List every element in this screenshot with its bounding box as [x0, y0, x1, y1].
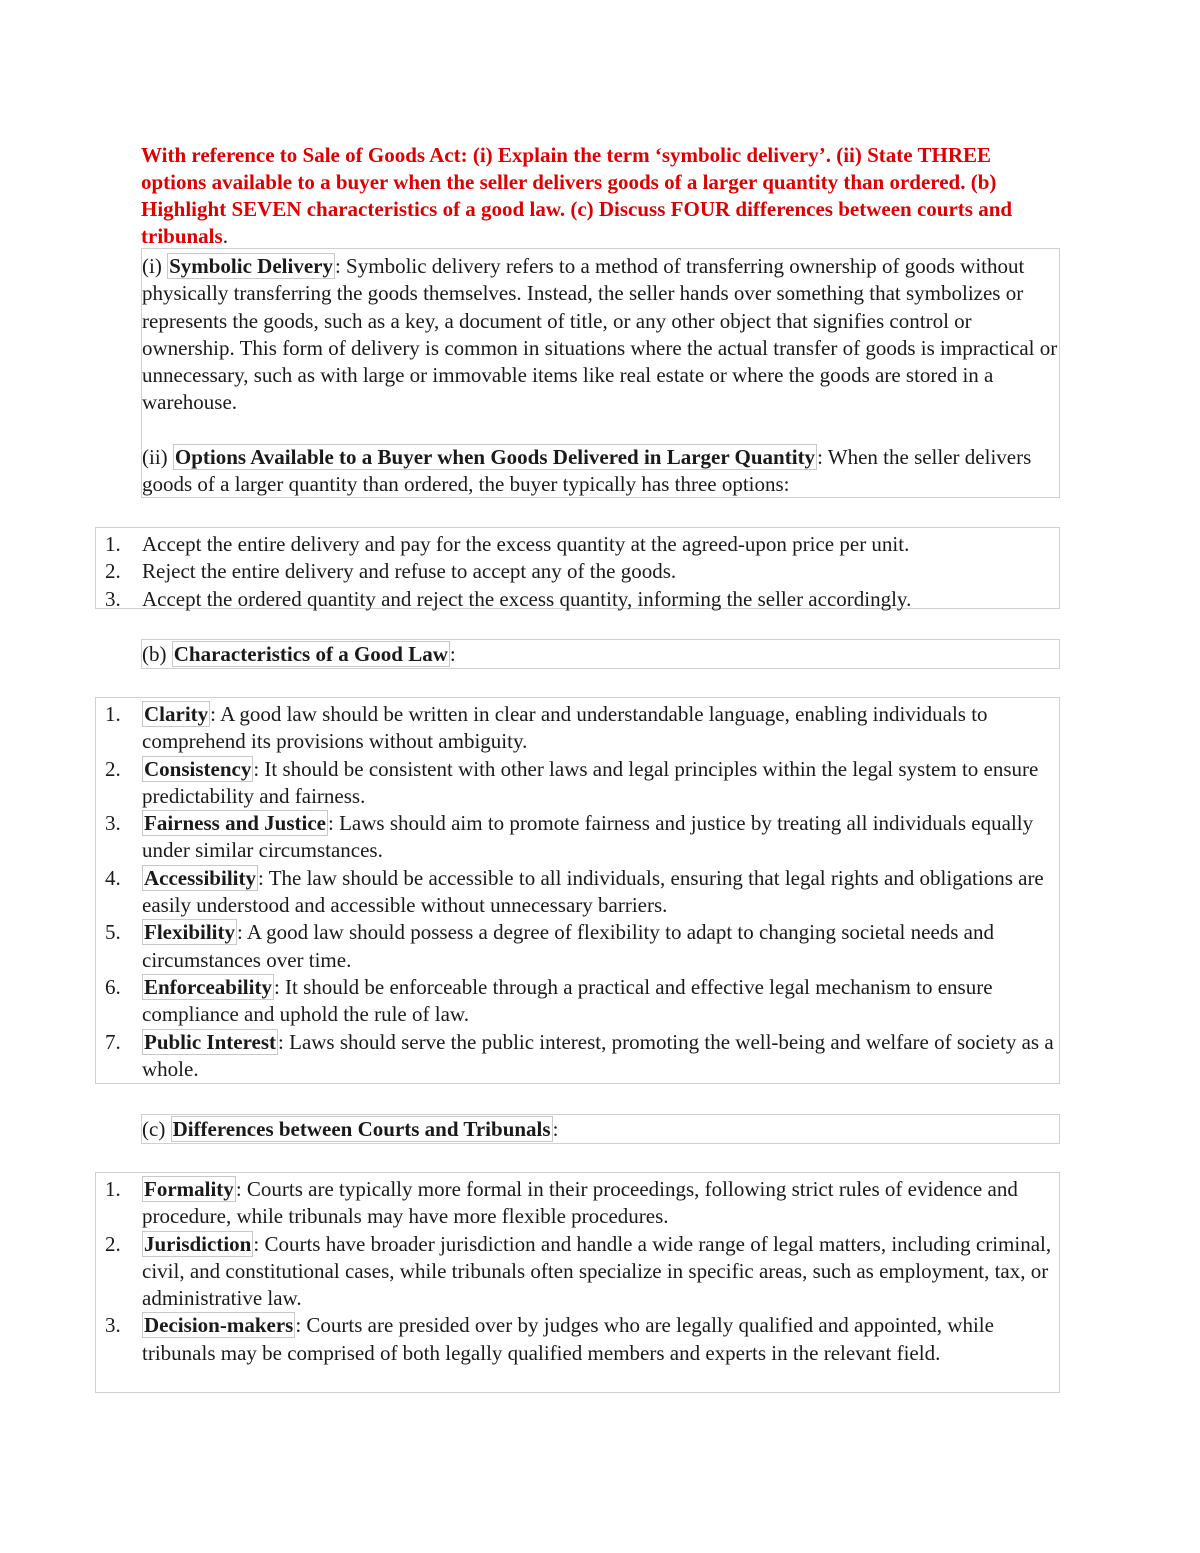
part-b-suffix: :	[449, 642, 456, 666]
list-item	[96, 558, 1059, 585]
list-item-number: 3.	[105, 586, 121, 611]
list-item-term: Formality	[144, 1177, 234, 1201]
list-item-text: : A good law should be written in clear and understandable language, enabling individuals to comprehend its provisions without ambiguity.	[142, 702, 988, 754]
part-b-prefix: (b)	[142, 642, 172, 666]
part-b-heading	[142, 641, 1059, 668]
list-item-number: 1.	[105, 532, 121, 556]
list-item-number: 3.	[105, 811, 121, 836]
list-item-number: 1.	[105, 702, 121, 726]
characteristics-list	[96, 701, 1059, 1083]
list-item-term: Public Interest	[144, 1029, 277, 1054]
list-item	[96, 974, 1059, 1029]
question-tail: .	[222, 224, 228, 248]
list-item-term: Consistency	[144, 756, 252, 781]
list-item-text: Reject the entire delivery and refuse to accept any of the goods.	[142, 559, 677, 584]
list-item-text: : It should be enforceable through a practical and effective legal mechanism to ensure compliance and uphold the rule of law.	[142, 974, 993, 1027]
differences-list-box	[95, 1172, 1060, 1393]
list-item	[96, 531, 1059, 558]
part-ii-prefix: (ii)	[142, 444, 173, 469]
list-item-number: 2.	[105, 756, 121, 781]
part-c-term: Differences between Courts and Tribunals	[172, 1117, 551, 1141]
options-list	[96, 531, 1059, 613]
part-ii-paragraph	[142, 444, 1062, 499]
list-item-number: 4.	[105, 865, 121, 890]
list-item-term: Accessibility	[144, 865, 256, 890]
list-item	[96, 865, 1059, 920]
list-item	[96, 919, 1059, 974]
list-item	[96, 1029, 1059, 1084]
part-ii-term: Options Available to a Buyer when Goods Delivered in Larger Quantity	[174, 444, 816, 469]
list-item	[96, 701, 1059, 756]
part-i-prefix: (i)	[142, 254, 168, 278]
part-c-heading	[142, 1116, 1059, 1143]
list-item-term: Clarity	[144, 702, 209, 726]
list-item	[96, 756, 1059, 811]
options-list-box	[95, 527, 1060, 609]
list-item-text: Accept the entire delivery and pay for the excess quantity at the agreed-upon price per unit.	[142, 532, 910, 556]
list-item	[96, 1176, 1059, 1231]
list-item-text: Accept the ordered quantity and reject the excess quantity, informing the seller accordingly.	[142, 586, 912, 611]
answer-box-i-ii	[141, 248, 1060, 498]
list-item-text: : The law should be accessible to all individuals, ensuring that legal rights and obligations are easily understood and accessible without unnecessary barriers.	[142, 865, 1044, 918]
list-item	[96, 810, 1059, 865]
list-item-text: : Courts have broader jurisdiction and handle a wide range of legal matters, including criminal, civil, and constitutional cases, while tribunals often specialize in specific areas, such as employment, tax, or administrative law.	[142, 1231, 1052, 1311]
part-i-text: : Symbolic delivery refers to a method of transferring ownership of goods without physically transferring the goods themselves. Instead, the seller hands over something that symbolizes or represents the goods, such as a key, a document of title, or any other object that signifies control or ownership. This form of delivery is common in situations where the actual transfer of goods is impractical or unnecessary, such as with large or immovable items like real estate or where the goods are stored in a warehouse.	[142, 254, 1058, 415]
list-item	[96, 1231, 1059, 1313]
part-i-paragraph	[142, 253, 1062, 417]
list-item-number: 6.	[105, 974, 121, 999]
question-text: With reference to Sale of Goods Act: (i) Explain the term ‘symbolic delivery’. (ii) State THREE options available to a buyer when the seller delivers goods of a larger quantity than ordered. (b) Highlight SEVEN characteristics of a good law. (c) Discuss FOUR differences between courts and tribunals	[141, 143, 1013, 248]
part-c-heading-box	[141, 1114, 1060, 1144]
list-item-number: 2.	[105, 1231, 121, 1256]
list-item-term: Flexibility	[144, 920, 235, 945]
list-item	[96, 1312, 1059, 1367]
list-item-term: Jurisdiction	[144, 1231, 252, 1256]
part-i-term: Symbolic Delivery	[169, 254, 333, 278]
list-item-number: 5.	[105, 920, 121, 945]
differences-list	[96, 1176, 1059, 1367]
list-item-text: : A good law should possess a degree of flexibility to adapt to changing societal needs and circumstances over time.	[142, 920, 995, 972]
list-item-text: : It should be consistent with other laws and legal principles within the legal system to ensure predictability and fairness.	[142, 756, 1039, 808]
list-item-term: Decision-makers	[144, 1313, 294, 1338]
list-item-number: 1.	[105, 1177, 121, 1201]
list-item-number: 7.	[105, 1029, 121, 1054]
list-item-term: Enforceability	[144, 974, 272, 999]
part-b-heading-box	[141, 639, 1060, 669]
part-b-term: Characteristics of a Good Law	[173, 642, 448, 666]
list-item-term: Fairness and Justice	[144, 811, 327, 836]
list-item	[96, 586, 1059, 613]
list-item-number: 3.	[105, 1313, 121, 1338]
part-ii-text: : When the seller delivers goods of a larger quantity than ordered, the buyer typically has three options:	[142, 444, 1032, 497]
question-heading	[141, 142, 1041, 250]
part-c-prefix: (c)	[142, 1117, 171, 1141]
list-item-text: : Courts are presided over by judges who are legally qualified and appointed, while tribunals may be comprised of both legally qualified members and experts in the relevant field.	[142, 1313, 994, 1365]
list-item-text: : Laws should serve the public interest, promoting the well-being and welfare of society as a whole.	[142, 1029, 1054, 1081]
part-c-suffix: :	[552, 1117, 559, 1141]
list-item-number: 2.	[105, 559, 121, 584]
list-item-text: : Courts are typically more formal in their proceedings, following strict rules of evidence and procedure, while tribunals may have more flexible procedures.	[142, 1177, 1018, 1229]
list-item-text: : Laws should aim to promote fairness and justice by treating all individuals equally under similar circumstances.	[142, 811, 1034, 863]
characteristics-list-box	[95, 697, 1060, 1084]
